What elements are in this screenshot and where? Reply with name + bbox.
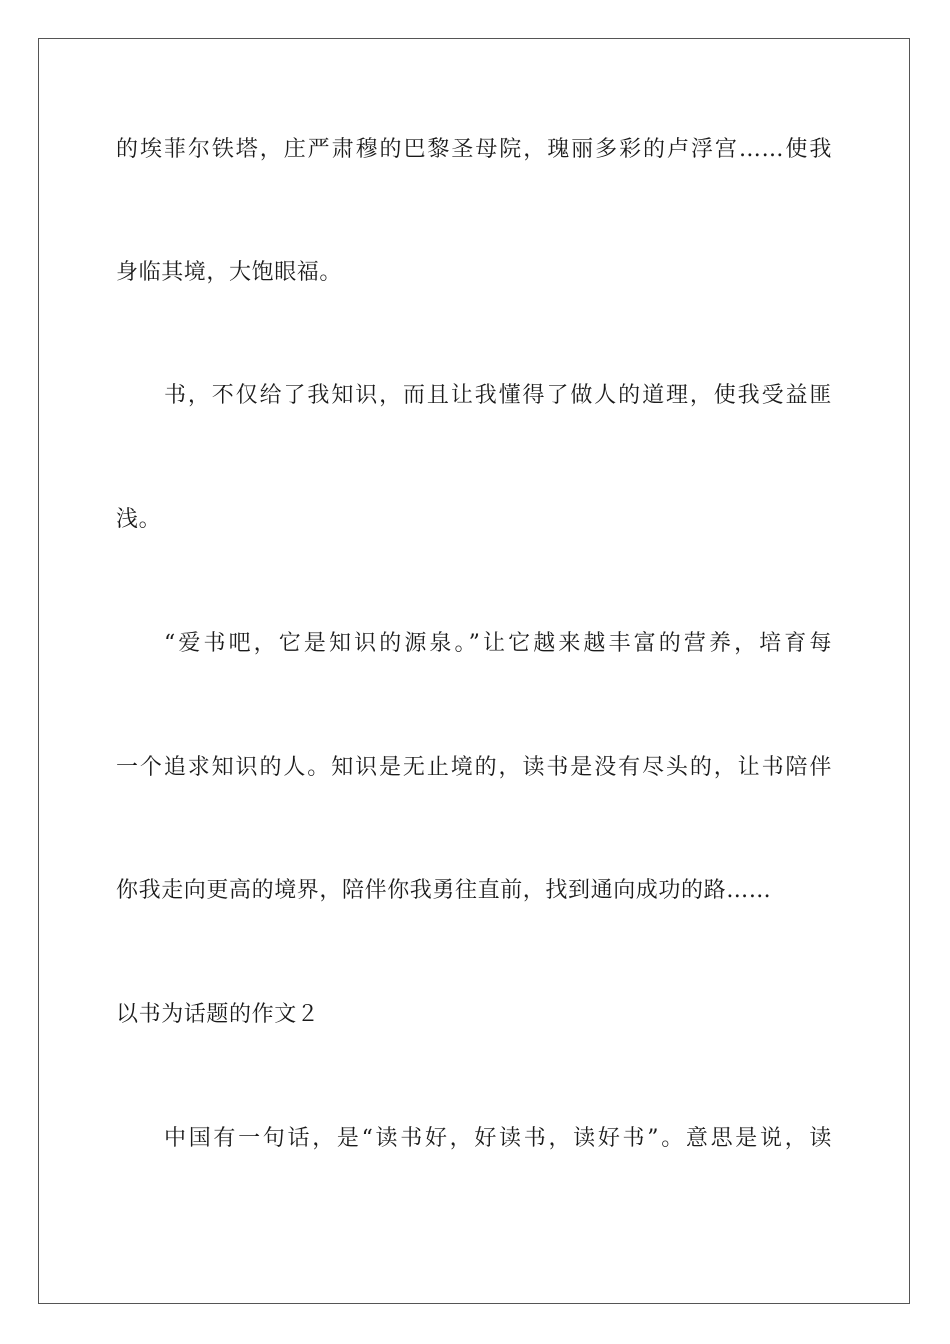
text-line-2: 身临其境，大饱眼福。 bbox=[116, 260, 343, 285]
text-line-9: 中国有一句话，是“读书好，好读书，读好书”。意思是说，读 bbox=[164, 1126, 832, 1151]
page-border bbox=[38, 38, 910, 1304]
text-line-6: 一个追求知识的人。知识是无止境的，读书是没有尽头的，让书陪伴 bbox=[116, 755, 832, 780]
text-line-3: 书，不仅给了我知识，而且让我懂得了做人的道理，使我受益匪 bbox=[164, 383, 832, 408]
text-line-4: 浅。 bbox=[116, 507, 162, 532]
section-heading: 以书为话题的作文２ bbox=[116, 1002, 320, 1027]
text-line-1: 的埃菲尔铁塔，庄严肃穆的巴黎圣母院，瑰丽多彩的卢浮宫……使我 bbox=[116, 137, 832, 162]
text-line-5: “爱书吧，它是知识的源泉。”让它越来越丰富的营养，培育每 bbox=[164, 631, 832, 656]
text-line-7: 你我走向更高的境界，陪伴你我勇往直前，找到通向成功的路…… bbox=[116, 878, 772, 903]
